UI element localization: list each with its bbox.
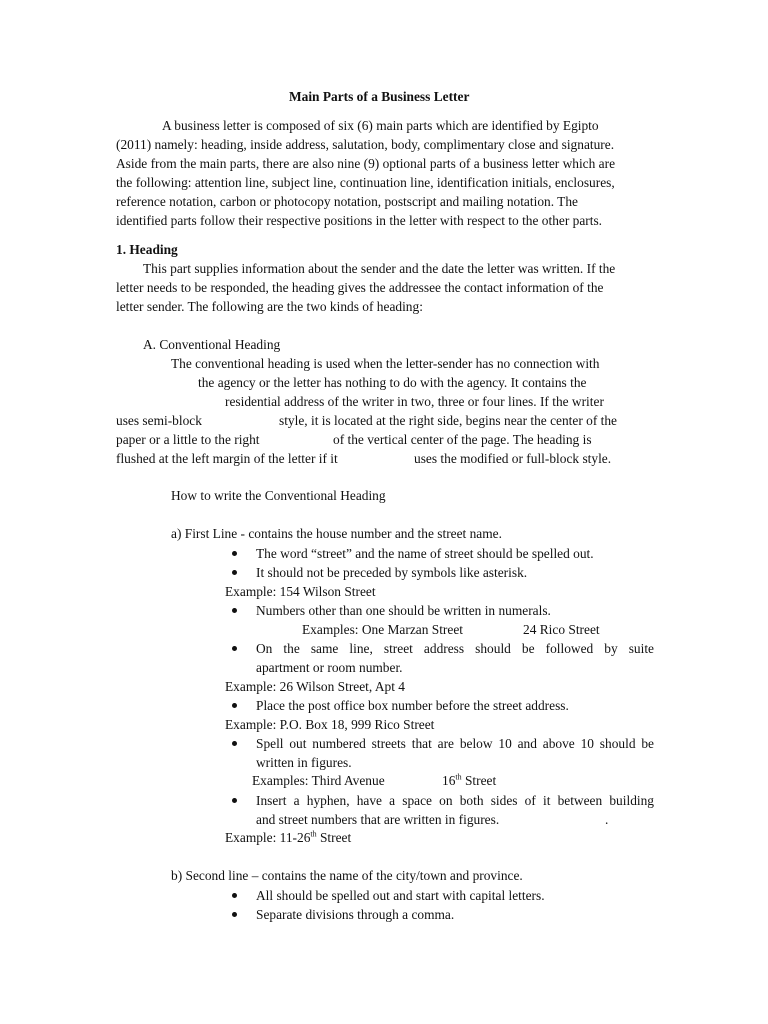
conventional-line-6a: flushed at the left margin of the letter if it [116, 451, 338, 466]
first-line-example-5a: Examples: Third Avenue [252, 773, 385, 788]
bullet-icon [232, 608, 237, 613]
first-line-bullet-1: The word “street” and the name of street should be spelled out. [256, 546, 594, 561]
first-line-bullet-6-line-1: Spell out numbered streets that are below 10 and above 10 should be [256, 736, 654, 751]
intro-line-1: A business letter is composed of six (6) main parts which are identified by Egipto [162, 118, 599, 133]
example-5b-suffix: th [455, 772, 462, 782]
bullet-icon [232, 912, 237, 917]
conventional-line-4a: uses semi-block [116, 413, 202, 428]
heading-line-3: letter sender. The following are the two kinds of heading: [116, 299, 423, 314]
first-line-bullet-3: Numbers other than one should be written in numerals. [256, 603, 551, 618]
first-line-example-3: Example: 26 Wilson Street, Apt 4 [225, 679, 405, 694]
bullet-icon [232, 798, 237, 803]
first-line-bullet-5: Place the post office box number before the street address. [256, 698, 569, 713]
first-line-example-2b: 24 Rico Street [523, 622, 600, 637]
first-line-label: a) First Line - contains the house number and the street name. [171, 526, 502, 541]
intro-line-5: reference notation, carbon or photocopy notation, postscript and mailing notation. The [116, 194, 578, 209]
conventional-line-2: the agency or the letter has nothing to do with the agency. It contains the [198, 375, 587, 390]
first-line-bullet-7-dot: . [605, 812, 609, 827]
example-6-text: Example: 11-26 [225, 830, 311, 845]
first-line-bullet-7-line-2: and street numbers that are written in figures. [256, 812, 500, 827]
heading-line-2: letter needs to be responded, the heading gives the addressee the contact information of the [116, 280, 604, 295]
intro-line-6: identified parts follow their respective positions in the letter with respect to the other parts. [116, 213, 603, 228]
intro-line-2: (2011) namely: heading, inside address, salutation, body, complimentary close and signature. [116, 137, 615, 152]
bullet-icon [232, 741, 237, 746]
first-line-example-5b [442, 773, 496, 789]
bullet-icon [232, 551, 237, 556]
second-line-label: b) Second line – contains the name of the city/town and province. [171, 868, 523, 883]
conventional-line-5b: of the vertical center of the page. The heading is [333, 432, 592, 447]
conventional-line-4b: style, it is located at the right side, begins near the center of the [279, 413, 618, 428]
conventional-line-6b: uses the modified or full-block style. [414, 451, 612, 466]
how-to-title: How to write the Conventional Heading [171, 488, 386, 503]
first-line-example-6 [225, 830, 351, 846]
conventional-line-1: The conventional heading is used when the letter-sender has no connection with [171, 356, 600, 371]
first-line-bullet-7-line-1: Insert a hyphen, have a space on both sides of it between building [256, 793, 654, 808]
first-line-example-1: Example: 154 Wilson Street [225, 584, 376, 599]
first-line-bullet-6-line-2: written in figures. [256, 755, 352, 770]
example-5b-number: 16 [442, 773, 456, 788]
section-heading-title: 1. Heading [116, 242, 178, 257]
page-title: Main Parts of a Business Letter [289, 89, 470, 104]
example-6-rest: Street [316, 830, 352, 845]
conventional-line-5a: paper or a little to the right [116, 432, 260, 447]
bullet-icon [232, 703, 237, 708]
bullet-icon [232, 570, 237, 575]
bullet-icon [232, 893, 237, 898]
intro-line-4: the following: attention line, subject line, continuation line, identification initials, enclosures, [116, 175, 615, 190]
first-line-example-2a: Examples: One Marzan Street [302, 622, 464, 637]
first-line-bullet-2: It should not be preceded by symbols like asterisk. [256, 565, 528, 580]
example-5b-rest: Street [461, 773, 497, 788]
example-6-suffix: th [310, 829, 317, 839]
second-line-bullet-2: Separate divisions through a comma. [256, 907, 455, 922]
conventional-line-3: residential address of the writer in two, three or four lines. If the writer [225, 394, 604, 409]
first-line-bullet-4-line-1: On the same line, street address should be followed by suite [256, 641, 654, 656]
first-line-bullet-4-line-2: apartment or room number. [256, 660, 403, 675]
conventional-heading-title: A. Conventional Heading [143, 337, 281, 352]
bullet-icon [232, 646, 237, 651]
first-line-example-4: Example: P.O. Box 18, 999 Rico Street [225, 717, 435, 732]
heading-line-1: This part supplies information about the sender and the date the letter was written. If the [143, 261, 616, 276]
intro-line-3: Aside from the main parts, there are also nine (9) optional parts of a business letter which are [116, 156, 616, 171]
second-line-bullet-1: All should be spelled out and start with capital letters. [256, 888, 545, 903]
